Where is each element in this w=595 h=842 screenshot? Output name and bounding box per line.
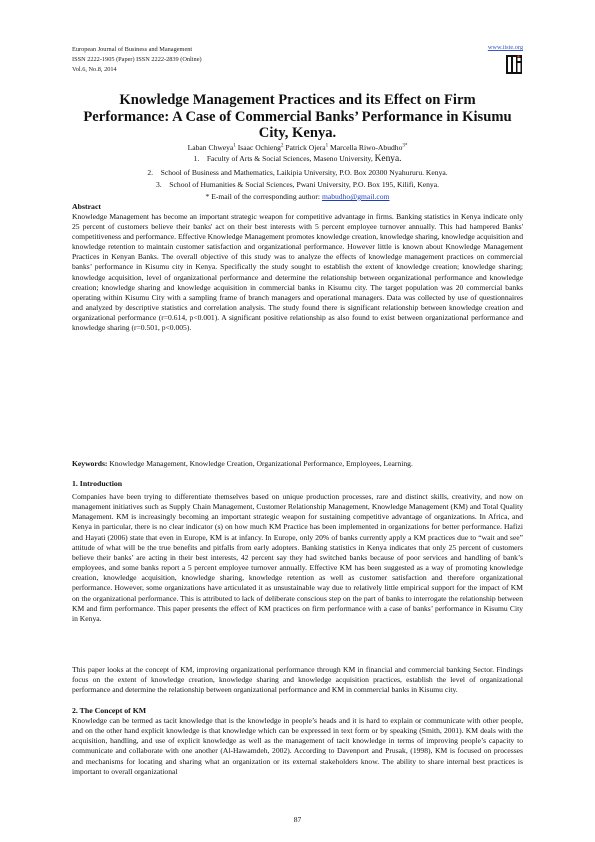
affiliation-number: 2.	[147, 168, 154, 177]
affiliation-text: School of Humanities & Social Sciences, Pwani University, P.O. Box 195, Kilifi, Kenya.	[169, 180, 439, 189]
introduction-paragraph: Companies have been trying to differentiate themselves based on unique production processes, rare and distinct skills, creativity, and now on management initiatives such as Supply Chain Management, Customer Relationship Management, Knowledge Management (KM) and Total Quality Management. KM is increasingly becoming an important strategic weapon for sustaining competitive advantage of organizations. In Africa, and Kenya in particular, there is no clear indicator (s) on how much KM Practice has been implemented in organizations for better performance. Hafizi and Hayati (2006) state that even in Europe, KM is at infancy. In Europe, only 20% of banks currently apply a KM practices due to “wait and see” attitude of what will be the true benefits and pitfalls from early adopters. Banking statistics in Kenya indicates that only 25 percent of customers believe their banks’ are acting in their best interests, 42 percent say they had switched banks because of poor services and handling of bank’s employees, and some banks report a 5 percent employee turnover annually. Effective KM has been suggested as a way of promoting knowledge creation, knowledge acquisition, knowledge sharing, knowledge retention as well as customer satisfaction and therefore organizational performance. However, some organizations have articulated it as unsustainable way due to relatively little empirical support for the impact of KM on the organizational performance. This is attributed to lack of deliberate conscious step on the part of banks to interrogate the relationship between KM and firm performance. This paper presents the effect of KM practices on firm performance with a case of banks’ performance in Kisumu City in Kenya.	[72, 492, 523, 623]
affiliation-country: Kenya.	[374, 154, 402, 164]
journal-url-link[interactable]: www.iiste.org	[487, 44, 523, 51]
affiliation-number: 1.	[193, 154, 200, 163]
email-link[interactable]: mabudho@gmail.com	[321, 192, 390, 201]
concept-paragraph: Knowledge can be termed as tacit knowledge that is the knowledge in people’s heads and it is hard to explain or communicate with other people, and on the other hand explicit knowledge is that knowledge which can be expressed in text form or by speaking (Smith, 2001). KM deals with the acquisition, handling, and use of explicit knowledge as well as the management of tacit knowledge in terms of improving people’s capacity to communicate and collaborate with one another (Al-Hawamdeh, 2002). According to Davenport and Prusak, (1998), KM is focused on processes and mechanisms for locating and sharing what an organization or its external stakeholders know. The ability to share internal best practices is important to overall organizational	[72, 716, 523, 776]
abstract-heading: Abstract	[72, 202, 102, 211]
affiliation-2	[72, 168, 523, 178]
author-name: Patrick Ojera	[283, 143, 326, 152]
section-heading-introduction: 1. Introduction	[72, 479, 123, 488]
author-list	[72, 143, 523, 153]
paper-title: Knowledge Management Practices and its Effect on Firm Performance: A Case of Commercial Banks’ Performance in Kisumu City, Kenya.	[83, 92, 512, 141]
journal-volume: Vol.6, No.8, 2014	[72, 66, 117, 73]
journal-issn: ISSN 2222-1905 (Paper) ISSN 2222-2839 (Online)	[72, 56, 202, 63]
corresponding-email	[72, 192, 523, 202]
journal-name: European Journal of Business and Management	[72, 46, 193, 53]
author-affiliation-marker: 1	[233, 143, 236, 149]
affiliation-text: Faculty of Arts & Social Sciences, Maseno University,	[206, 154, 375, 163]
keywords	[72, 459, 523, 469]
affiliation-1	[72, 154, 523, 164]
affiliation-3	[72, 180, 523, 190]
author-affiliation-marker: 1	[325, 143, 329, 149]
introduction-paragraph: This paper looks at the concept of KM, improving organizational performance through KM in financial and commercial banking Sector. Findings focus on the extent of knowledge creation, knowledge sharing and knowledge acquisition practices, establish the level of organizational performance and determine the relationship between organizational performance and KM in commercial banks in Kisumu city.	[72, 665, 523, 695]
page-number: 87	[293, 815, 302, 824]
keywords-text: Knowledge Management, Knowledge Creation, Organizational Performance, Employees, Learning.	[107, 459, 413, 468]
iiste-logo	[505, 54, 523, 75]
section-heading-concept: 2. The Concept of KM	[72, 706, 147, 715]
affiliation-text: School of Business and Mathematics, Laikipia University, P.O. Box 20300 Nyahururu. Kenya.	[160, 168, 448, 177]
keywords-label: Keywords:	[72, 459, 108, 468]
author-affiliation-marker: 2	[280, 143, 284, 149]
author-name: Isaac Ochieng	[235, 143, 281, 152]
author-affiliation-marker: 3*	[402, 143, 408, 149]
author-name: Marcella Riwo-Abudho	[328, 143, 403, 152]
email-label: * E-mail of the corresponding author:	[205, 192, 322, 201]
abstract-text: Knowledge Management has become an important strategic weapon for competitive advantage in firms. Banking statistics in Kenya indicate only 25 percent of customers believe their banks' act on their best interests with 5 percent employee turnover annually. This had hampered Banks' competitiveness and performance. Effective Knowledge Management promotes knowledge creation, knowledge sharing, knowledge acquisition and knowledge retention to maintain customer satisfaction and organizational performance. However little is known about Knowledge Management Practices in Kenyan Banks. The overall objective of this study was to analyze the effects of knowledge management practices on commercial banks’ performance in Kisumu city in Kenya. Specifically the study sought to establish the extent of knowledge creation; knowledge sharing; knowledge acquisition, level of organizational performance and determine the relationship between organizational performance and knowledge creation; knowledge sharing and knowledge acquisition in commercial banks in Kisumu city. The target population was 20 commercial banks operating within Kisumu City with a sampling frame of branch managers and operational managers. Data was collected by use of questionnaires and analyzed by descriptive statistics and correlation analysis. The study found there is significant relationship between knowledge creation and organizational performance (r=0.614, p<0.001). A significant positive relationship as also found to exist between organizational performance and knowledge sharing (r=0.501, p<0.005).	[72, 212, 523, 333]
affiliation-number: 3.	[156, 180, 162, 189]
author-name: Laban Chweya	[187, 143, 234, 152]
